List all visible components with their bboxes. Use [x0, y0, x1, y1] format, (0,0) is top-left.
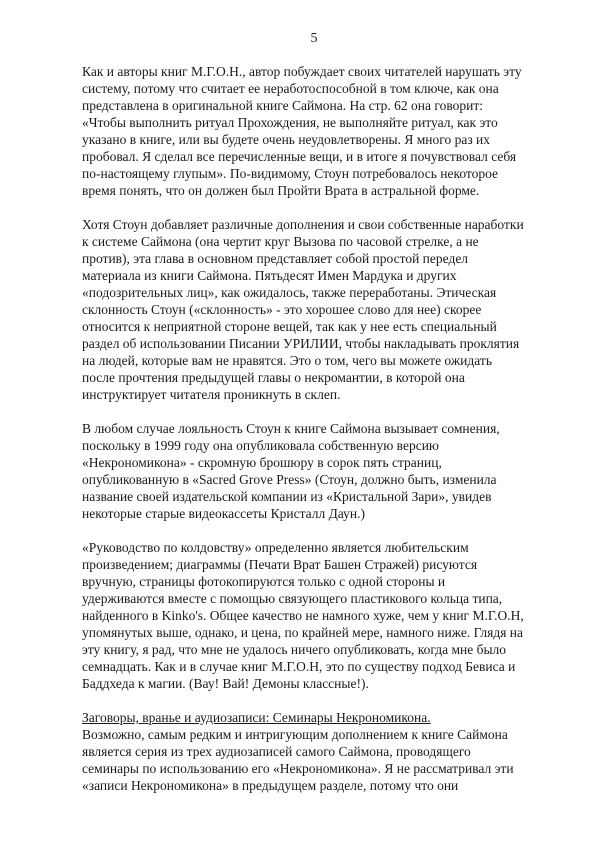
section-block	[82, 709, 524, 794]
page-number: 5	[310, 31, 318, 46]
section-heading: Заговоры, вранье и аудиозаписи: Семинары Некрономикона.	[82, 710, 431, 725]
paragraph: Как и авторы книг М.Г.О.Н., автор побуждает своих читателей нарушать эту систему, потому что считает ее неработоспособной в том ключе, как она представлена в оригинальной книге Саймона. На стр. 62 она говорит: «Чтобы выполнить ритуал Прохождения, не выполняйте ритуал, как это указано в книге, или вы будете очень неудовлетворены. Я много раз их пробовал. Я сделал все перечисленные вещи, и в итоге я почувствовал себя по-настоящему глупым». По-видимому, Стоун потребовалось некоторое время понять, что он должен был Пройти Врата в астральной форме.	[82, 64, 522, 198]
paragraph: В любом случае лояльность Стоун к книге Саймона вызывает сомнения, поскольку в 1999 году она опубликовала собственную версию «Некрономикона» - скромную брошюру в сорок пять страниц, опубликованную в «Sacred Grove Press» (Стоун, должно быть, изменила название своей издательской компании из «Кристальной Зари», увидев некоторые старые видеокассеты Кристалл Даун.)	[82, 421, 500, 521]
section-paragraph: Возможно, самым редким и интригующим дополнением к книге Саймона является серия из трех аудиозаписей самого Саймона, проводящего семинары по использованию его «Некрономикона». Я не рассматривал эти «записи Некрономикона» в предыдущем разделе, потому что они	[82, 727, 514, 793]
paragraph: Хотя Стоун добавляет различные дополнения и свои собственные наработки к системе Саймона (она чертит круг Вызова по часовой стрелке, а не против), эта глава в основном представляет собой простой передел материала из книги Саймона. Пятьдесят Имен Мардука и других «подозрительных лиц», как ожидалось, также переработаны. Этическая склонность Стоун («склонность» - это хорошее слово для нее) скорее относится к неприятной стороне вещей, так как у нее есть специальный раздел об использовании Писании УРИЛИИ, чтобы накладывать проклятия на людей, которые вам не нравятся. Это о том, чего вы можете ожидать после прочтения предыдущей главы о некромантии, в которой она инструктирует читателя проникнуть в склеп.	[82, 217, 524, 402]
paragraph: «Руководство по колдовству» определенно является любительским произведением; диаграммы (Печати Врат Башен Стражей) рисуются вручную, страницы фотокопируются только с одной стороны и удерживаются вместе с помощью связующего пластикового кольца типа, найденного в Kinko's. Общее качество не намного хуже, чем у книг М.Г.О.Н, упомянутых выше, однако, и цена, по крайней мере, намного ниже. Глядя на эту книгу, я рад, что мне не удалось ничего опубликовать, когда мне было семнадцать. Как и в случае книг М.Г.О.Н, это по существу подход Бевиса и Баддхеда к магии. (Вау! Вай! Демоны классные!).	[82, 540, 524, 691]
page-body	[82, 63, 524, 794]
